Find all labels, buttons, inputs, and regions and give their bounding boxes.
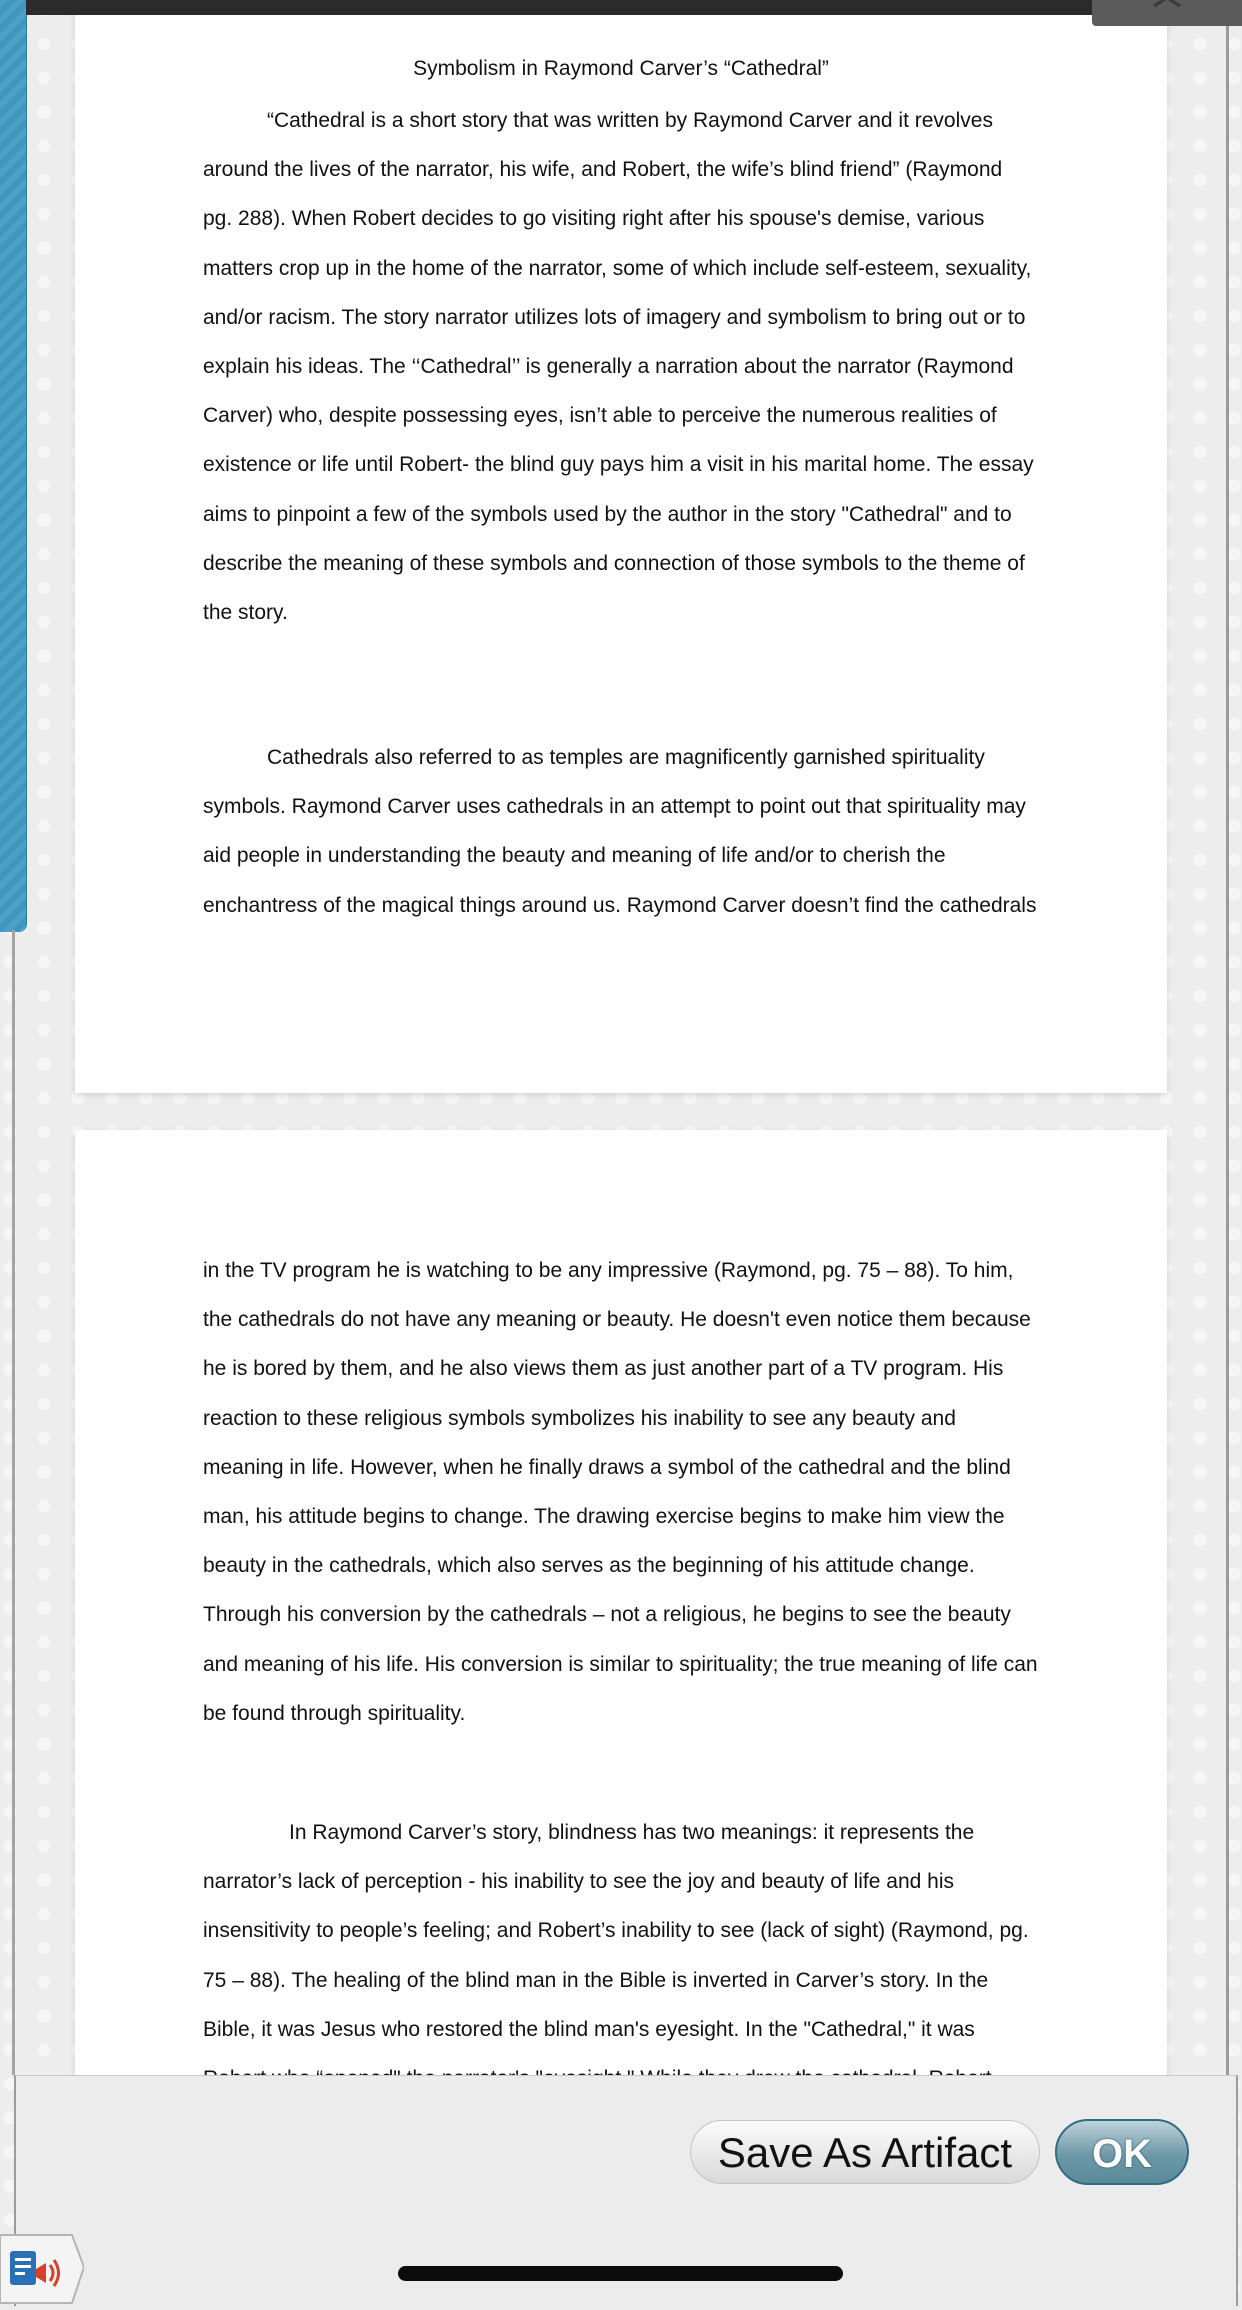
window-border-left <box>12 930 15 2075</box>
page2-paragraph-1 <box>203 1246 1123 1738</box>
page1-paragraph-1 <box>203 96 1123 637</box>
text-line: describe the meaning of these symbols and connection of those symbols to the theme of <box>203 551 1025 575</box>
text-line: Through his conversion by the cathedrals – not a religious, he begins to see the beauty <box>203 1603 1011 1627</box>
text-line: explain his ideas. The ‘‘Cathedral’’ is generally a narration about the narrator (Raymond <box>203 355 1014 379</box>
text-line: Carver) who, despite possessing eyes, isn’t able to perceive the numerous realities of <box>203 404 997 428</box>
text-line: insensitivity to people’s feeling; and Robert’s inability to see (lack of sight) (Raymond, pg. <box>203 1919 1029 1943</box>
text-line: be found through spirituality. <box>203 1701 466 1725</box>
document-page-2 <box>75 1130 1167 2090</box>
text-line: meaning in life. However, when he finally draws a symbol of the cathedral and the blind <box>203 1455 1011 1479</box>
text-line: enchantress of the magical things around us. Raymond Carver doesn’t find the cathedrals <box>203 893 1037 917</box>
text-line: matters crop up in the home of the narrator, some of which include self-esteem, sexuality, <box>203 256 1032 280</box>
text-to-speech-icon <box>0 2233 84 2305</box>
text-line: the story. <box>203 601 288 625</box>
text-line: around the lives of the narrator, his wife, and Robert, the wife’s blind friend” (Raymond <box>203 158 1003 182</box>
text-line: existence or life until Robert- the blind guy pays him a visit in his marital home. The essay <box>203 453 1034 477</box>
text-line: symbols. Raymond Carver uses cathedrals in an attempt to point out that spirituality may <box>203 795 1026 819</box>
text-line: 75 – 88). The healing of the blind man in the Bible is inverted in Carver’s story. In the <box>203 1968 989 1992</box>
page2-paragraph-2 <box>203 1808 1123 2103</box>
ok-button[interactable]: OK <box>1055 2119 1189 2185</box>
text-line: aims to pinpoint a few of the symbols used by the author in the story "Cathedral" and to <box>203 502 1012 526</box>
text-line: Bible, it was Jesus who restored the blind man's eyesight. In the "Cathedral," it was <box>203 2017 975 2041</box>
text-line: Cathedrals also referred to as temples are magnificently garnished spirituality <box>267 746 985 769</box>
save-as-artifact-button[interactable]: Save As Artifact <box>690 2120 1040 2184</box>
chevron-up-icon <box>1152 0 1182 8</box>
text-line: In Raymond Carver’s story, blindness has two meanings: it represents the <box>289 1821 975 1844</box>
text-line: in the TV program he is watching to be any impressive (Raymond, pg. 75 – 88). To him, <box>203 1259 1014 1282</box>
text-line: narrator’s lack of perception - his inability to see the joy and beauty of life and his <box>203 1870 954 1894</box>
side-panel-tab[interactable] <box>0 0 27 932</box>
text-line: “Cathedral is a short story that was written by Raymond Carver and it revolves <box>267 109 993 132</box>
document-toolbar <box>26 0 1172 15</box>
text-line: man, his attitude begins to change. The drawing exercise begins to make him view the <box>203 1505 1005 1529</box>
document-title: Symbolism in Raymond Carver’s “Cathedral” <box>413 57 829 80</box>
collapse-button[interactable] <box>1092 0 1242 26</box>
window-border-right <box>1226 0 1229 2075</box>
text-line: and meaning of his life. His conversion is similar to spirituality; the true meaning of life can <box>203 1652 1038 1676</box>
text-line: aid people in understanding the beauty and meaning of life and/or to cherish the <box>203 844 946 868</box>
document-page-1 <box>75 0 1167 1093</box>
text-line: the cathedrals do not have any meaning or beauty. He doesn't even notice them because <box>203 1308 1031 1332</box>
text-to-speech-button[interactable] <box>0 2233 84 2305</box>
text-line: and/or racism. The story narrator utilizes lots of imagery and symbolism to bring out or to <box>203 305 1026 329</box>
home-indicator[interactable] <box>398 2266 843 2281</box>
page1-paragraph-2 <box>203 733 1123 930</box>
text-line: pg. 288). When Robert decides to go visiting right after his spouse's demise, various <box>203 207 985 231</box>
text-line: beauty in the cathedrals, which also serves as the beginning of his attitude change. <box>203 1554 975 1578</box>
text-line: he is bored by them, and he also views them as just another part of a TV program. His <box>203 1357 1004 1381</box>
text-line: reaction to these religious symbols symbolizes his inability to see any beauty and <box>203 1406 956 1430</box>
